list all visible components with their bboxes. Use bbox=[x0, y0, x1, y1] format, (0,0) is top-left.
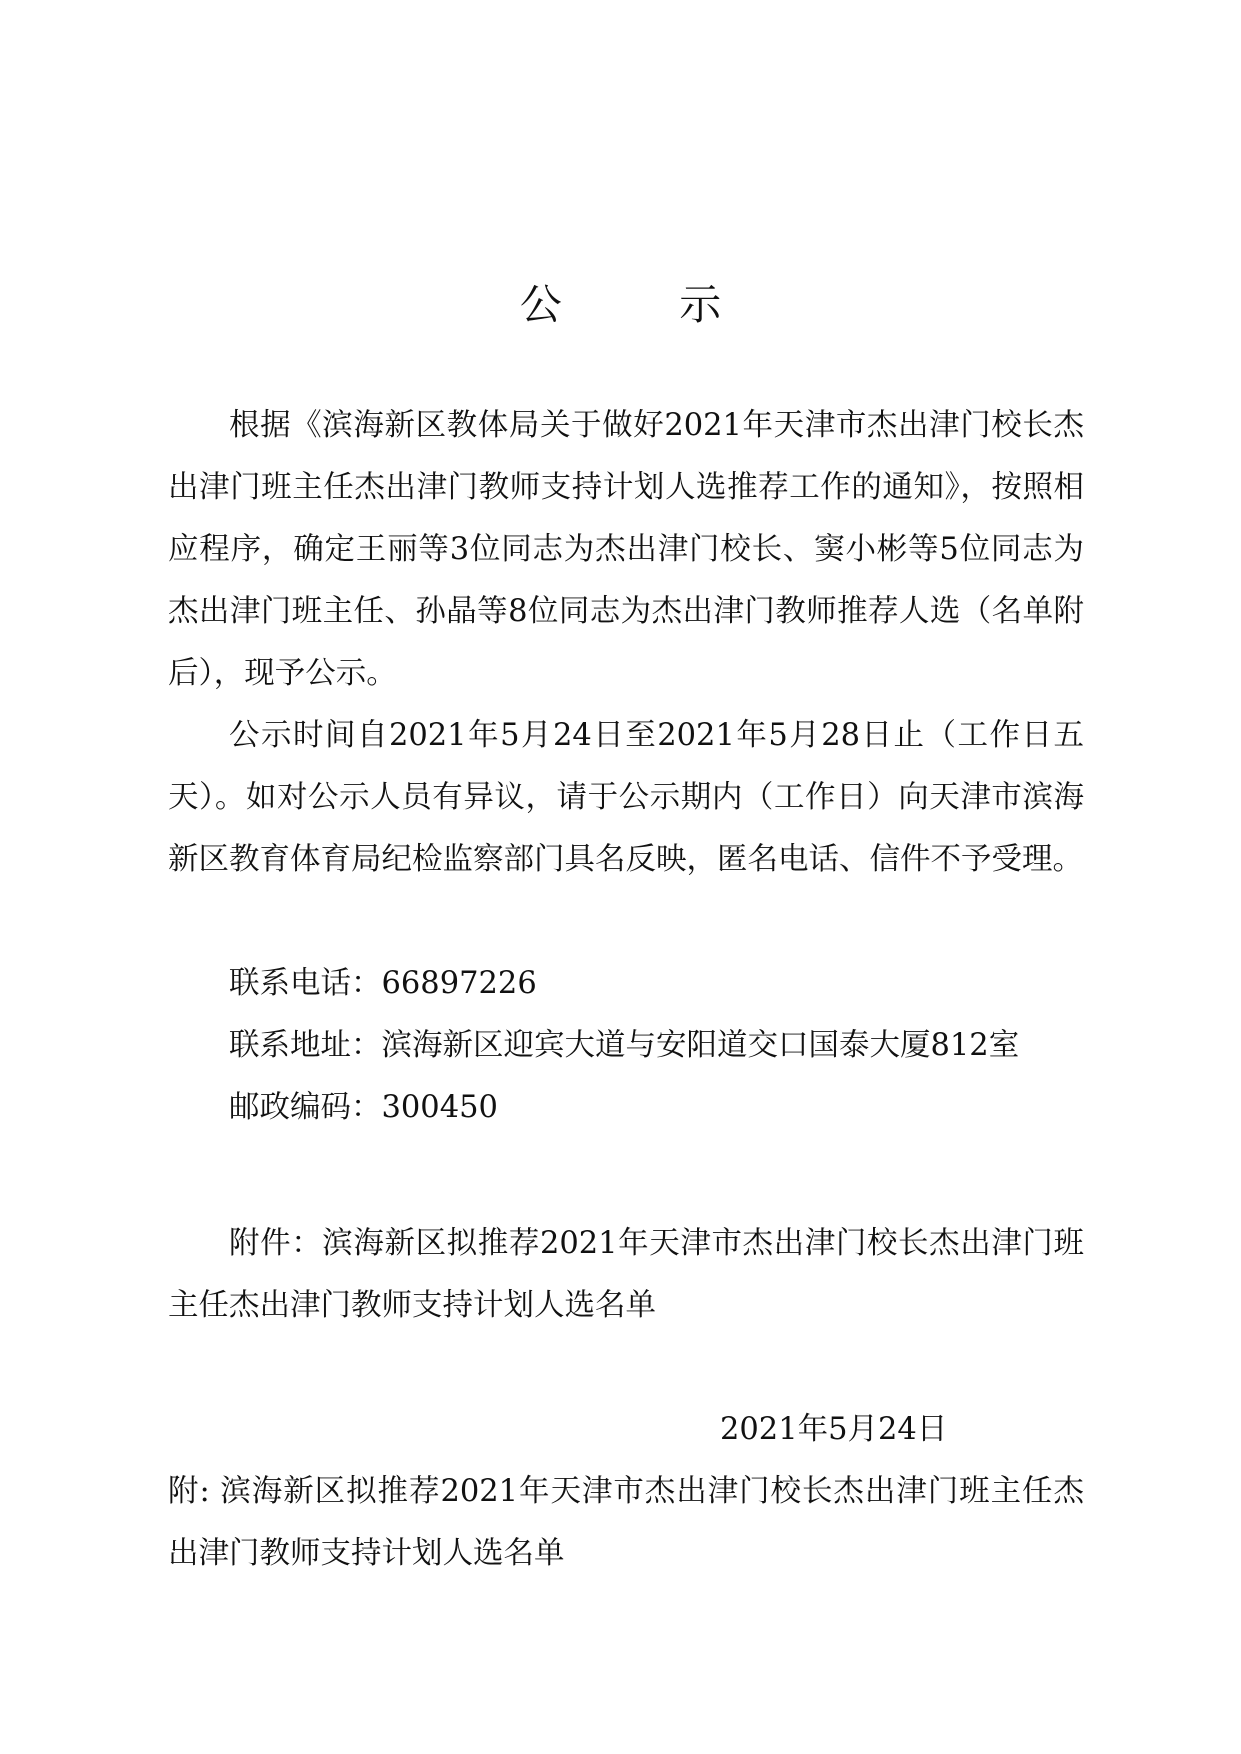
contact-phone-line bbox=[168, 953, 1084, 1015]
attachment-note bbox=[168, 1213, 1084, 1337]
contact-phone: 联系电话：66897226 bbox=[229, 966, 537, 1001]
postal-code: 邮政编码：300450 bbox=[229, 1090, 498, 1125]
notice-paragraph-basis bbox=[168, 395, 1084, 705]
document-title: 公 示 bbox=[519, 280, 760, 329]
paragraph-text: 根据《滨海新区教体局关于做好2021年天津市杰出津门校长杰出津门班主任杰出津门教师支持计划人选推荐工作的通知》，按照相应程序，确定王丽等3位同志为杰出津门校长、窦小彬等5位同志为杰出津门班主任、孙晶等8位同志为杰出津门教师推荐人选（名单附后），现予公示。 bbox=[168, 408, 1084, 691]
notice-paragraph-period bbox=[168, 705, 1084, 891]
appendix-heading: 附: 滨海新区拟推荐2021年天津市杰出津门校长杰出津门班主任杰出津门教师支持计划人选名单 bbox=[168, 1474, 1084, 1571]
postal-code-line bbox=[168, 1077, 1084, 1139]
document-date: 2021年5月24日 bbox=[720, 1412, 948, 1447]
paragraph-text: 公示时间自2021年5月24日至2021年5月28日止（工作日五天）。如对公示人员有异议，请于公示期内（工作日）向天津市滨海新区教育体育局纪检监察部门具名反映，匿名电话、信件不予受理。 bbox=[168, 718, 1084, 877]
contact-address-line bbox=[168, 1015, 1084, 1077]
attachment-text: 附件：滨海新区拟推荐2021年天津市杰出津门校长杰出津门班主任杰出津门教师支持计划人选名单 bbox=[168, 1226, 1084, 1323]
contact-address: 联系地址：滨海新区迎宾大道与安阳道交口国泰大厦812室 bbox=[229, 1028, 1020, 1063]
